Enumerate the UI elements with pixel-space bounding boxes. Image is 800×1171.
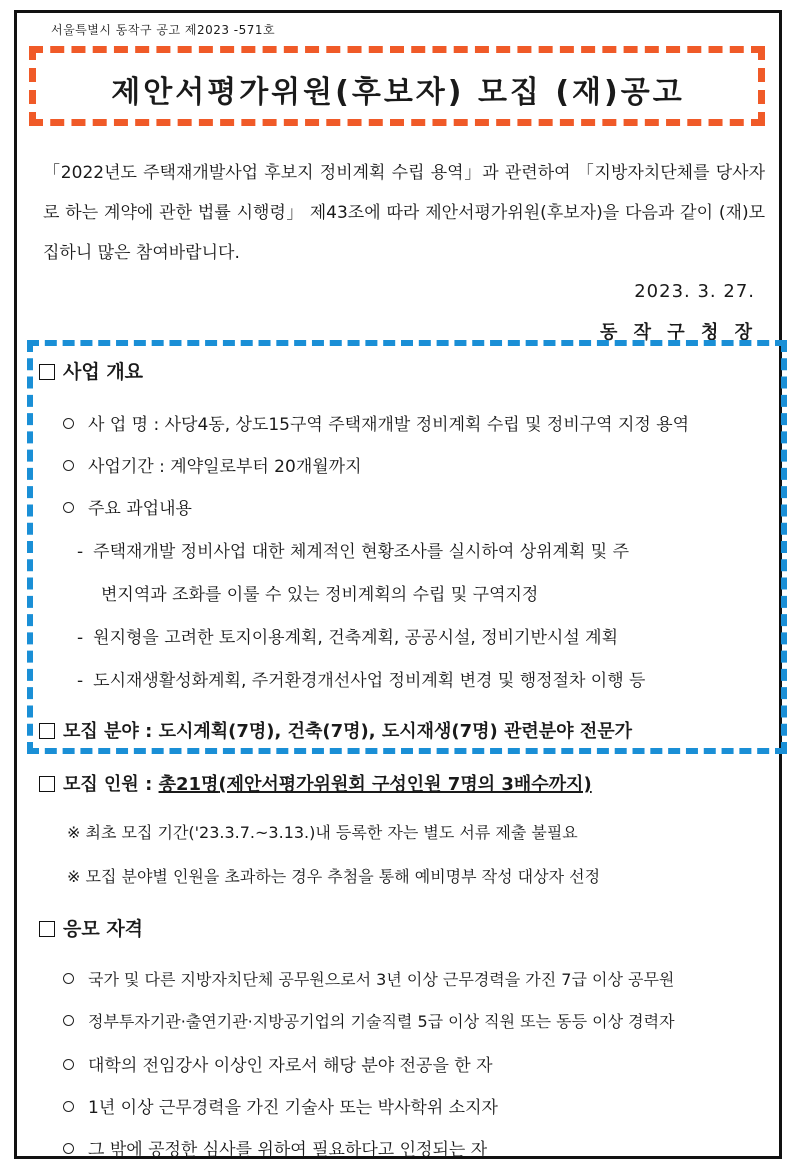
section-qualification-heading: 응모 자격 bbox=[39, 914, 143, 941]
overview-name-line: 사 업 명 : 사당4동, 상도15구역 주택재개발 정비계획 수립 및 정비구역 지정 용역 bbox=[63, 410, 689, 435]
fields-value: 도시계획(7명), 건축(7명), 도시재생(7명) 관련분야 전문가 bbox=[158, 721, 632, 742]
circle-bullet-icon bbox=[63, 1059, 74, 1070]
count-note: ※ 최초 모집 기간('23.3.7.~3.13.)내 등록한 자는 별도 서류 제출 불필요 bbox=[67, 823, 578, 842]
overview-period-line: 사업기간 : 계약일로부터 20개월까지 bbox=[63, 452, 362, 477]
qualification-item: 1년 이상 근무경력을 가진 기술사 또는 박사학위 소지자 bbox=[63, 1093, 498, 1118]
task-item-continued: 변지역과 조화를 이룰 수 있는 정비계획의 수립 및 구역지정 bbox=[101, 585, 539, 605]
qualification-item: 그 밖에 공정한 심사를 위하여 필요하다고 인정되는 자 bbox=[63, 1135, 487, 1160]
task-item: - 주택재개발 정비사업 대한 체계적인 현황조사를 실시하여 상위계획 및 주 bbox=[77, 542, 630, 562]
qualification-item: 국가 및 다른 지방자치단체 공무원으로서 3년 이상 근무경력을 가진 7급 이상 공무원 bbox=[63, 967, 674, 990]
qualification-item: 정부투자기관·출연기관·지방공기업의 기술직렬 5급 이상 직원 또는 동등 이상 경력자 bbox=[63, 1009, 675, 1032]
overview-tasks-label: 주요 과업내용 bbox=[63, 494, 192, 519]
count-detail: (제안서평가위원회 구성인원 7명의 3배수까지) bbox=[218, 774, 592, 795]
task-item: - 도시재생활성화계획, 주거환경개선사업 정비계획 변경 및 행정절차 이행 등 bbox=[77, 671, 646, 691]
circle-bullet-icon bbox=[63, 1143, 74, 1154]
checkbox-square-icon bbox=[39, 364, 55, 380]
checkbox-square-icon bbox=[39, 723, 55, 739]
section-count: 모집 인원 : 총21명(제안서평가위원회 구성인원 7명의 3배수까지) bbox=[39, 770, 592, 796]
circle-bullet-icon bbox=[63, 1101, 74, 1112]
section-overview-heading: 사업 개요 bbox=[39, 357, 143, 384]
section-fields: 모집 분야 : 도시계획(7명), 건축(7명), 도시재생(7명) 관련분야 전문가 bbox=[39, 717, 632, 743]
checkbox-square-icon bbox=[39, 921, 55, 937]
task-item: - 원지형을 고려한 토지이용계획, 건축계획, 공공시설, 정비기반시설 계획 bbox=[77, 628, 619, 648]
circle-bullet-icon bbox=[63, 460, 74, 471]
doc-number: 서울특별시 동작구 공고 제2023 -571호 bbox=[51, 23, 276, 37]
qualification-item: 대학의 전임강사 이상인 자로서 해당 분야 전공을 한 자 bbox=[63, 1051, 493, 1076]
circle-bullet-icon bbox=[63, 418, 74, 429]
page-title: 제안서평가위원(후보자) 모집 (재)공고 bbox=[111, 75, 685, 110]
circle-bullet-icon bbox=[63, 1015, 74, 1026]
intro-paragraph: 「2022년도 주택재개발사업 후보지 정비계획 수립 용역」과 관련하여 「지방자치단체를 당사자로 하는 계약에 관한 법률 시행령」 제43조에 따라 제안서평가위원(후보자)을 다음과 같이 (재)모집하니 많은 참여바랍니다. bbox=[43, 163, 765, 263]
count-note: ※ 모집 분야별 인원을 초과하는 경우 추첨을 통해 예비명부 작성 대상자 선정 bbox=[67, 867, 601, 886]
circle-bullet-icon bbox=[63, 973, 74, 984]
document-page bbox=[14, 10, 782, 1159]
count-total: 총21명 bbox=[158, 774, 219, 795]
notice-date: 2023. 3. 27. bbox=[634, 281, 755, 302]
checkbox-square-icon bbox=[39, 776, 55, 792]
issuer-name: 동 작 구 청 장 bbox=[599, 322, 757, 343]
circle-bullet-icon bbox=[63, 502, 74, 513]
